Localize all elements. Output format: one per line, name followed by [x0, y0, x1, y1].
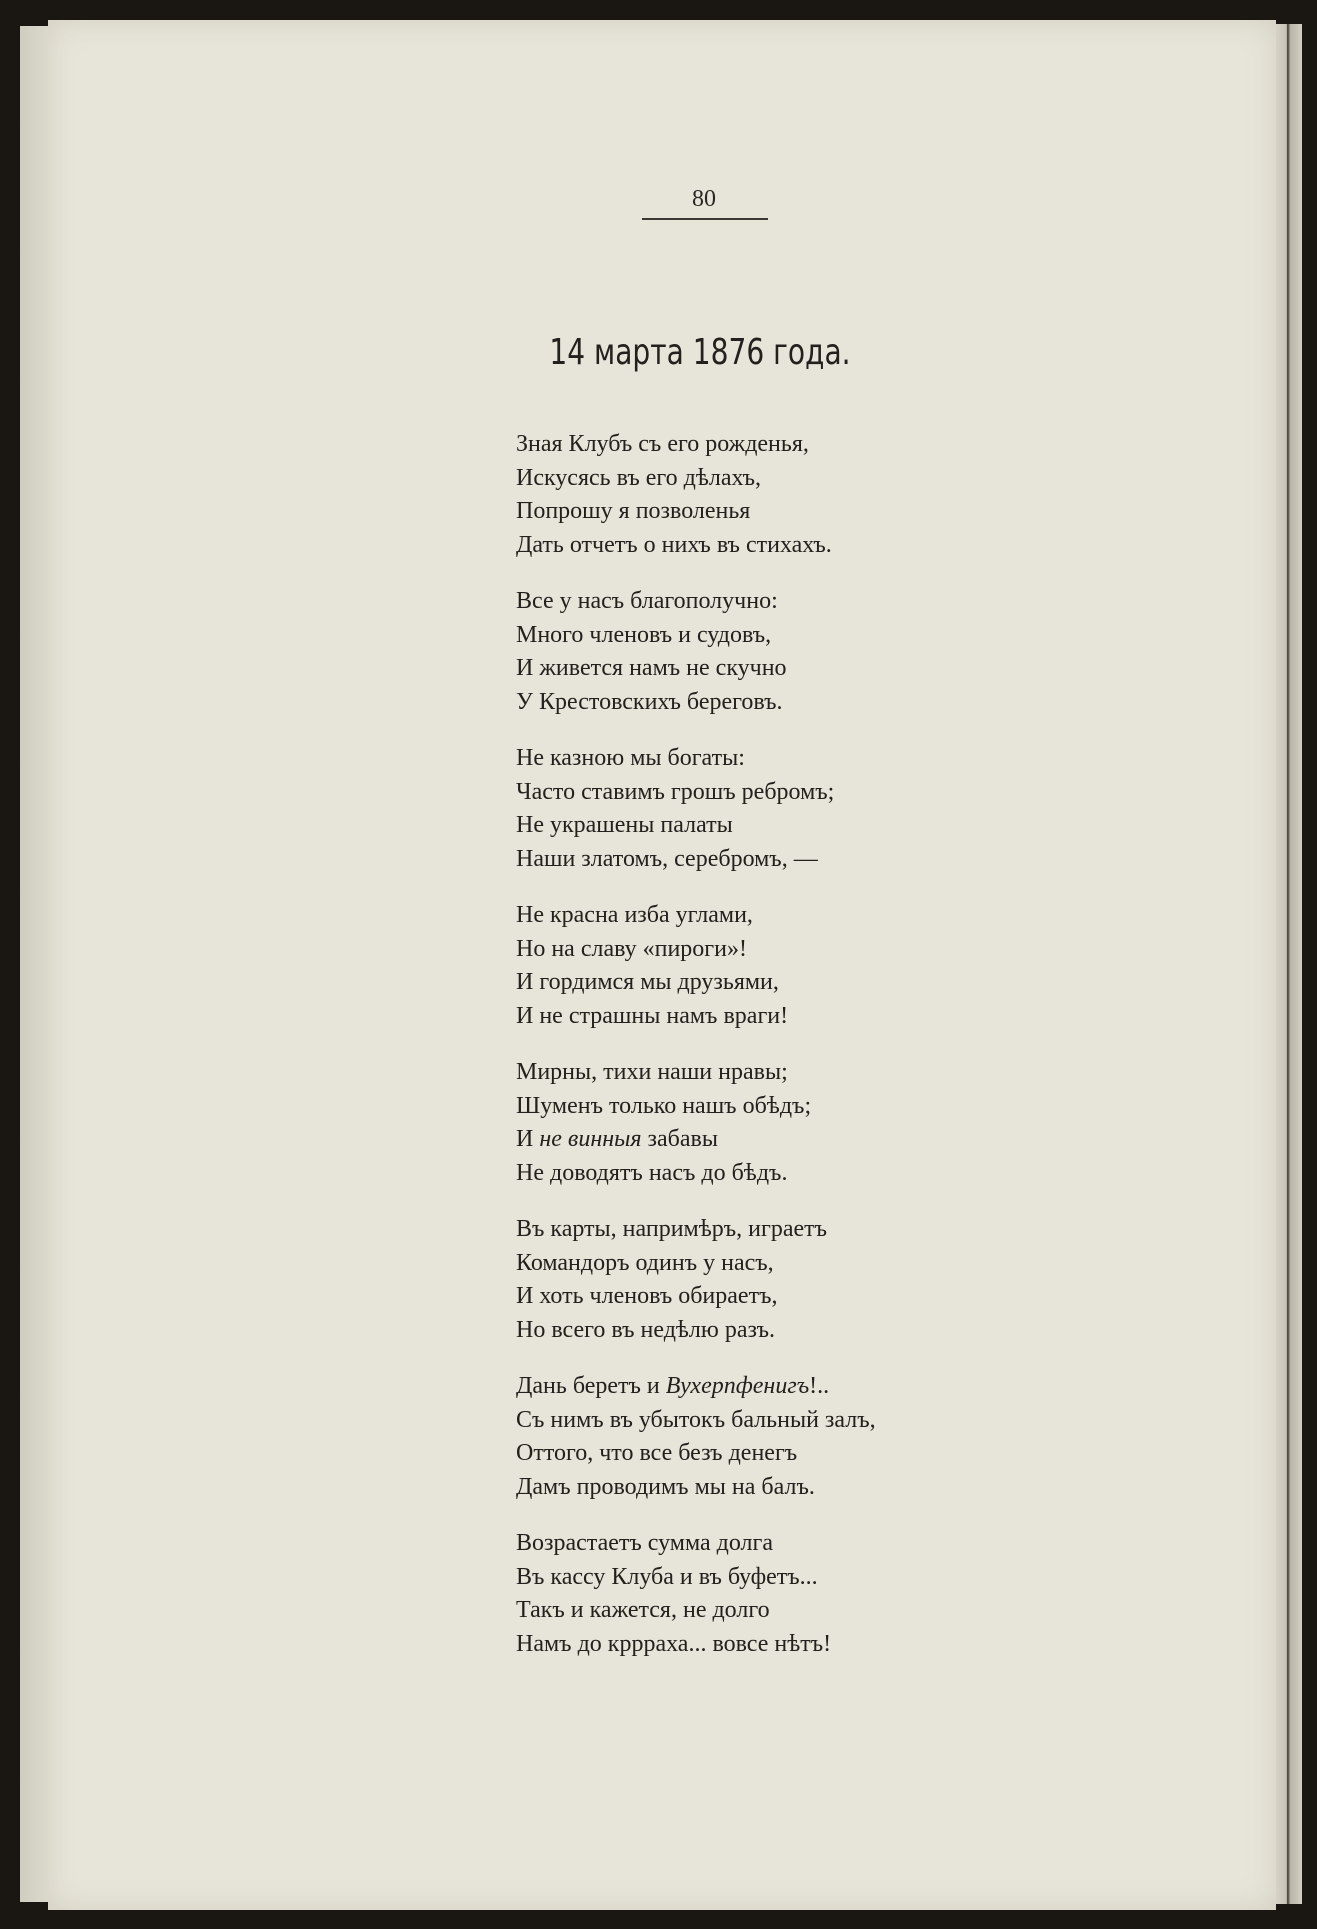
- poem-line: Въ кассу Клуба и въ буфетъ...: [516, 1563, 818, 1590]
- poem-line: Часто ставимъ грошъ ребромъ;: [516, 778, 835, 805]
- poem-line: Наши златомъ, серебромъ, —: [516, 845, 818, 872]
- poem-line-part: !..: [809, 1373, 830, 1399]
- poem-title: 14 марта 1876 года.: [549, 332, 851, 373]
- poem-line: [516, 1123, 1076, 1157]
- page-number-rule: [642, 218, 768, 220]
- poem-line-part: И: [516, 1126, 540, 1152]
- stanza: [516, 428, 1076, 562]
- poem-line-part: забавы: [641, 1126, 718, 1152]
- stanza: [516, 1370, 1076, 1504]
- poem-line: Мирны, тихи наши нравы;: [516, 1059, 788, 1085]
- poem-line: Много членовъ и судовъ,: [516, 621, 772, 648]
- stanza: [516, 742, 1076, 876]
- poem-line: Не доводятъ насъ до бѣдъ.: [516, 1159, 788, 1186]
- stanza: [516, 1527, 1076, 1661]
- poem-line: Съ нимъ въ убытокъ бальный залъ,: [516, 1406, 876, 1433]
- poem-line: И живется намъ не скучно: [516, 655, 787, 681]
- poem-line-italic: Вухерпфенигъ: [665, 1373, 810, 1399]
- poem-line: Шуменъ только нашъ обѣдъ;: [516, 1092, 812, 1119]
- page-number: 80: [692, 186, 716, 212]
- poem-line: Въ карты, напримѣръ, играетъ: [516, 1216, 828, 1242]
- poem-line: Искусясь въ его дѣлахъ,: [516, 464, 762, 491]
- poem-line: [516, 1370, 1076, 1404]
- stanza: [516, 1056, 1076, 1190]
- poem-line: У Крестовскихъ береговъ.: [516, 688, 783, 715]
- poem-line: Командоръ одинъ у насъ,: [516, 1249, 774, 1276]
- poem-line: Попрошу я позволенья: [516, 498, 751, 524]
- page-edge-right: [1276, 24, 1302, 1904]
- poem-line: Оттого, что все безъ денегъ: [516, 1440, 798, 1466]
- poem-body: [516, 428, 1076, 1684]
- poem-line: Дамъ проводимъ мы на балъ.: [516, 1473, 815, 1500]
- poem-line: Зная Клубъ съ его рожденья,: [516, 431, 809, 457]
- stanza: [516, 1213, 1076, 1347]
- poem-line: Но всего въ недѣлю разъ.: [516, 1316, 775, 1343]
- poem-line: И не страшны намъ враги!: [516, 1002, 789, 1029]
- poem-line-part: Дань беретъ и: [516, 1373, 666, 1399]
- poem-line: Но на славу «пироги»!: [516, 935, 747, 962]
- poem-line-italic: не винныя: [539, 1126, 642, 1152]
- poem-line: Не украшены палаты: [516, 812, 733, 838]
- poem-line: Не красна изба углами,: [516, 902, 753, 928]
- poem-line: Возрастаетъ сумма долга: [516, 1530, 774, 1556]
- poem-line: Дать отчетъ о нихъ въ стихахъ.: [516, 531, 832, 558]
- poem-line: Все у насъ благополучно:: [516, 588, 778, 614]
- poem-line: И гордимся мы друзьями,: [516, 969, 779, 995]
- poem-line: Намъ до кррраха... вовсе нѣтъ!: [516, 1630, 832, 1657]
- stanza: [516, 585, 1076, 719]
- poem-line: И хоть членовъ обираетъ,: [516, 1283, 778, 1309]
- stanza: [516, 899, 1076, 1033]
- poem-line: Такъ и кажется, не долго: [516, 1597, 770, 1623]
- poem-line: Не казною мы богаты:: [516, 745, 745, 771]
